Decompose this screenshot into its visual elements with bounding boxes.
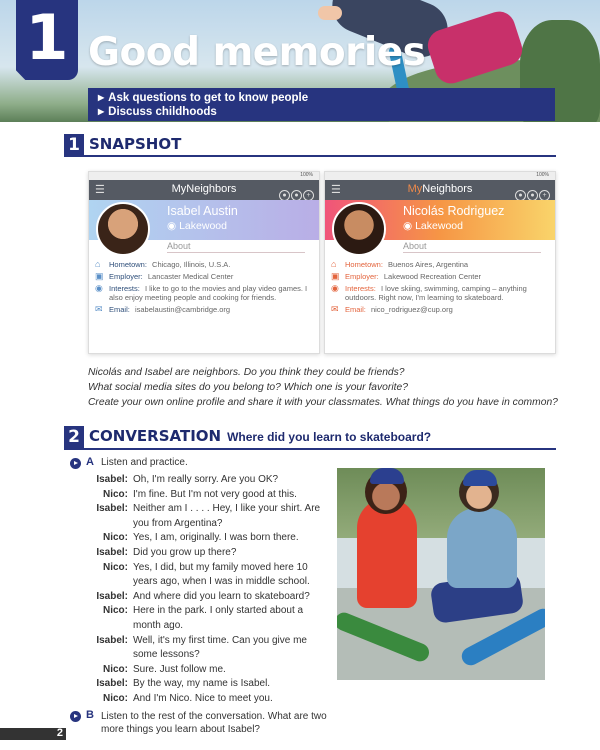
detail-employer (95, 272, 315, 281)
menu-icon[interactable]: ☰ (95, 184, 105, 196)
app-bar (325, 180, 555, 200)
utterance: By the way, my name is Isabel. (133, 678, 271, 690)
speaker: Nico: (103, 605, 128, 617)
speaker: Isabel: (96, 546, 128, 558)
detail-value: I like to go to the movies and play video games. I also enjoy meeting people and cooking for friends. (109, 284, 308, 302)
detail-employer (331, 272, 551, 281)
detail-value: I love skiing, swimming, camping – anything outdoors. Right now, I'm learning to skateboard. (345, 284, 527, 302)
profile-location (167, 220, 227, 232)
detail-email (331, 305, 551, 314)
briefcase-icon: ▣ (331, 271, 340, 281)
detail-label: Email: (109, 305, 130, 314)
about-label: About (403, 241, 541, 253)
utterance: I'm fine. But I'm not very good at this. (133, 488, 297, 500)
speaker: Isabel: (96, 474, 128, 485)
profile-card-nicolas (324, 171, 556, 354)
speaker: Nico: (103, 561, 128, 573)
utterance: And I'm Nico. Nice to meet you. (133, 692, 273, 704)
detail-label: Interests: (345, 284, 376, 293)
detail-hometown (331, 260, 551, 269)
section-rule (64, 448, 556, 450)
settings-icon[interactable]: ● (291, 190, 302, 201)
illustration-helmet (370, 468, 404, 484)
unit-title: Good memories (88, 30, 426, 75)
section-number: 1 (64, 134, 84, 156)
utterance: Oh, I'm really sorry. Are you OK? (133, 474, 279, 485)
detail-label: Hometown: (109, 260, 147, 269)
profile-details (95, 260, 315, 317)
section-title: SNAPSHOT (89, 135, 182, 153)
speaker: Nico: (103, 663, 128, 675)
utterance: Well, it's my first time. Can you give me some lessons? (133, 634, 307, 661)
dialog-line (82, 531, 322, 546)
app-bar (89, 180, 319, 200)
section-title (89, 427, 431, 445)
section-title-text: CONVERSATION (89, 427, 222, 445)
profile-hero (325, 200, 555, 240)
gamepad-icon: ◉ (331, 283, 339, 293)
speaker: Isabel: (96, 503, 128, 515)
speaker: Isabel: (96, 678, 128, 690)
audio-play-icon[interactable] (70, 458, 81, 469)
utterance: Here in the park. I only started about a month ago. (133, 605, 304, 631)
detail-value: Lakewood Recreation Center (383, 272, 482, 281)
dialog-line (82, 561, 322, 590)
dialog-line (82, 663, 322, 678)
goal-text: Discuss childhoods (108, 106, 217, 118)
detail-label: Employer: (109, 272, 143, 281)
envelope-icon: ✉ (95, 304, 103, 314)
utterance: Neither am I . . . . Hey, I like your shirt. Are you from Argentina? (133, 503, 321, 529)
unit-goals (88, 88, 555, 121)
app-name-rest: Neighbors (186, 183, 237, 195)
dialog-line (82, 488, 322, 503)
home-icon: ⌂ (95, 259, 101, 269)
avatar (332, 202, 386, 256)
goal-text: Ask questions to get to know people (108, 92, 309, 104)
detail-label: Employer: (345, 272, 379, 281)
add-icon[interactable]: + (539, 190, 550, 201)
part-letter: B (86, 709, 94, 721)
section-rule (64, 155, 556, 157)
location-pin-icon: ◉ (403, 220, 413, 232)
utterance: Sure. Just follow me. (133, 663, 226, 675)
detail-value: Lancaster Medical Center (147, 272, 234, 281)
profile-hero (89, 200, 319, 240)
section-number: 2 (64, 426, 84, 448)
app-name-my: My (407, 183, 423, 195)
status-bar: 100% (325, 172, 555, 180)
utterance: Yes, I did, but my family moved here 10 years ago, when I was in middle school. (133, 561, 310, 588)
skateboard-illustration (337, 468, 545, 680)
illustration-helmet (463, 470, 497, 486)
settings-icon[interactable]: ● (527, 190, 538, 201)
dialog-line (82, 473, 322, 488)
profile-card-isabel (88, 171, 320, 354)
goal-item: ▶ Discuss childhoods (98, 106, 217, 118)
dialog-line (82, 634, 322, 663)
detail-hometown (95, 260, 315, 269)
detail-label: Interests: (109, 284, 140, 293)
envelope-icon: ✉ (331, 304, 339, 314)
question: What social media sites do you belong to? Which one is your favorite? (88, 382, 408, 393)
speaker: Isabel: (96, 590, 128, 602)
detail-interests (95, 284, 315, 302)
speaker: Nico: (103, 532, 128, 544)
dialog (82, 473, 322, 707)
chat-icon[interactable]: ● (279, 190, 290, 201)
gamepad-icon: ◉ (95, 283, 103, 293)
photo-hand (318, 6, 342, 20)
profile-name: Nicolás Rodriguez (403, 204, 505, 218)
chat-icon[interactable]: ● (515, 190, 526, 201)
illustration-nico-body (447, 508, 517, 588)
dialog-line (82, 590, 322, 605)
dialog-line (82, 604, 322, 633)
dialog-line (82, 502, 322, 531)
detail-interests (331, 284, 551, 302)
dialog-line (82, 692, 322, 707)
status-bar: 100% (89, 172, 319, 180)
speaker: Nico: (103, 692, 128, 704)
app-name-rest: Neighbors (422, 183, 473, 195)
detail-email (95, 305, 315, 314)
profile-name: Isabel Austin (167, 204, 238, 218)
detail-value[interactable]: nico_rodriguez@cup.org (370, 305, 453, 314)
detail-label: Hometown: (345, 260, 383, 269)
audio-play-icon[interactable] (70, 711, 81, 722)
part-instruction: Listen and practice. (101, 457, 188, 468)
speaker: Nico: (103, 488, 128, 500)
detail-value: Buenos Aires, Argentina (388, 260, 469, 269)
page-number-bar (0, 728, 66, 740)
menu-icon[interactable]: ☰ (331, 184, 341, 196)
app-name-my: My (171, 183, 187, 195)
speaker: Isabel: (96, 634, 128, 646)
page-number: 2 (56, 727, 63, 739)
dialog-line (82, 677, 322, 692)
detail-value: Chicago, Illinois, U.S.A. (152, 260, 231, 269)
utterance: And where did you learn to skateboard? (133, 590, 310, 602)
detail-value[interactable]: isabelaustin@cambridge.org (134, 305, 231, 314)
goal-item: ▶ Ask questions to get to know people (98, 92, 309, 104)
avatar (96, 202, 150, 256)
briefcase-icon: ▣ (95, 271, 104, 281)
unit-number: 1 (25, 1, 69, 74)
part-instruction: Listen to the rest of the conversation. What are two more things you learn about Isabel? (101, 711, 327, 735)
utterance: Did you grow up there? (133, 546, 237, 558)
discussion-questions (88, 365, 568, 410)
profile-location (403, 220, 463, 232)
about-label: About (167, 241, 305, 253)
section-subtitle: Where did you learn to skateboard? (227, 430, 432, 444)
question: Create your own online profile and share it with your classmates. What things do you have in common? (88, 397, 558, 408)
home-icon: ⌂ (331, 259, 337, 269)
detail-label: Email: (345, 305, 366, 314)
utterance: Yes, I am, originally. I was born there. (133, 532, 299, 544)
location-text: Lakewood (415, 220, 463, 232)
illustration-isabel-body (357, 498, 417, 608)
part-letter: A (86, 456, 94, 468)
add-icon[interactable]: + (303, 190, 314, 201)
location-pin-icon: ◉ (167, 220, 177, 232)
dialog-line (82, 546, 322, 561)
profile-details (331, 260, 551, 317)
question: Nicolás and Isabel are neighbors. Do you think they could be friends? (88, 367, 405, 378)
location-text: Lakewood (179, 220, 227, 232)
